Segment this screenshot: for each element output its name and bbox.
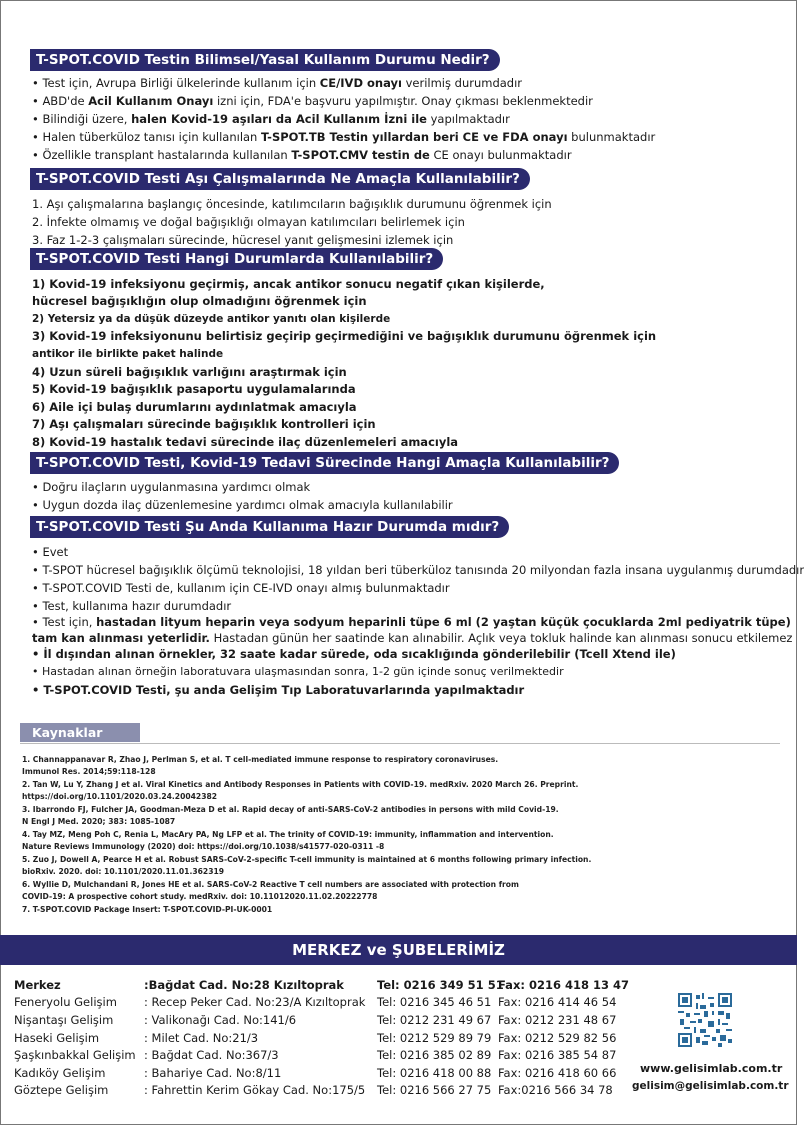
section5-item: • İl dışından alınan örnekler, 32 saate kadar sürede, oda sıcaklığında gönderilebilir (Tcell Xtend ile)	[32, 647, 676, 661]
branch-name: Göztepe Gelişim	[14, 1083, 109, 1097]
usage-item: 8) Kovid-19 hastalık tedavi sürecinde ilaç düzenlemeleri amacıyla	[32, 435, 459, 449]
reference-line: Immunol Res. 2014;59:118-128	[22, 767, 156, 776]
branch-fax: Fax: 0216 418 13 47	[498, 978, 629, 992]
branch-tel: Tel: 0216 566 27 75	[377, 1083, 492, 1097]
section5-item: • Hastadan alınan örneğin laboratuvara ulaşmasından sonra, 1-2 gün içinde sonuç verilmektedir	[32, 665, 564, 678]
branch-fax: Fax: 0212 231 48 67	[498, 1013, 617, 1027]
usage-item: 6) Aile içi bulaş durumlarını aydınlatmak amacıyla	[32, 400, 357, 414]
section2-item: 3. Faz 1-2-3 çalışmaları sürecinde, hücresel yanıt gelişmesini izlemek için	[32, 233, 454, 247]
section4-header: T-SPOT.COVID Testi, Kovid-19 Tedavi Sürecinde Hangi Amaçla Kullanılabilir?	[30, 452, 619, 474]
section5-item: • T-SPOT.COVID Testi, şu anda Gelişim Tıp Laboratuvarlarında yapılmaktadır	[32, 683, 525, 697]
reference-line: N Engl J Med. 2020; 383: 1085-1087	[22, 817, 176, 826]
branch-tel: Tel: 0216 345 46 51	[377, 995, 492, 1009]
usage-item: 5) Kovid-19 bağışıklık pasaportu uygulamalarında	[32, 382, 356, 396]
section2-header: T-SPOT.COVID Testi Aşı Çalışmalarında Ne Amaçla Kullanılabilir?	[30, 168, 530, 190]
branch-name: Şaşkınbakkal Gelişim	[14, 1048, 136, 1062]
website-link[interactable]: www.gelisimlab.com.tr	[640, 1062, 783, 1075]
branch-address: : Valikonağı Cad. No:141/6	[144, 1013, 297, 1027]
reference-line: 7. T-SPOT.COVID Package Insert: T-SPOT.COVID-PI-UK-0001	[22, 905, 273, 914]
section5-item: tam kan alınması yeterlidir. Hastadan günün her saatinde kan alınabilir. Açlık veya tokluk halinde kan alınması sonucu etkilemez	[32, 631, 793, 645]
branch-name: Haseki Gelişim	[14, 1031, 100, 1045]
section5-item: • Test için, hastadan lityum heparin veya sodyum heparinli tüpe 6 ml (2 yaştan küçük çocuklarda 2ml pediyatrik tüpe)	[32, 615, 791, 629]
email-link[interactable]: gelisim@gelisimlab.com.tr	[632, 1080, 789, 1092]
reference-line: 1. Channappanavar R, Zhao J, Perlman S, et al. T cell-mediated immune response to respiratory coronaviruses.	[22, 755, 499, 764]
branch-name: Feneryolu Gelişim	[14, 995, 117, 1009]
section5-header: T-SPOT.COVID Testi Şu Anda Kullanıma Hazır Durumda mıdır?	[30, 516, 509, 538]
section2-item: 2. İnfekte olmamış ve doğal bağışıklığı olmayan katılımcıları belirlemek için	[32, 215, 465, 229]
branch-fax: Fax: 0216 418 60 66	[498, 1066, 617, 1080]
branch-tel: Tel: 0212 231 49 67	[377, 1013, 492, 1027]
branch-fax: Fax: 0216 414 46 54	[498, 995, 617, 1009]
branch-fax: Fax:0216 566 34 78	[498, 1083, 613, 1097]
section5-item: • Test, kullanıma hazır durumdadır	[32, 599, 232, 613]
reference-line: 4. Tay MZ, Meng Poh C, Renia L, MacAry PA, Ng LFP et al. The trinity of COVID-19: immunity, inflammation and intervention.	[22, 830, 554, 839]
reference-line: https://doi.org/10.1101/2020.03.24.20042382	[22, 792, 218, 801]
branch-address: : Milet Cad. No:21/3	[144, 1031, 259, 1045]
usage-item: 7) Aşı çalışmaları sürecinde bağışıklık kontrolleri için	[32, 417, 376, 431]
references-divider	[20, 743, 780, 744]
branch-name: Merkez	[14, 978, 61, 992]
branch-tel: Tel: 0212 529 89 79	[377, 1031, 492, 1045]
branches-title-bar: MERKEZ ve ŞUBELERİMİZ	[0, 935, 797, 965]
branch-fax: Fax: 0212 529 82 56	[498, 1031, 617, 1045]
branch-tel: Tel: 0216 418 00 88	[377, 1066, 492, 1080]
branch-address: : Bağdat Cad. No:367/3	[144, 1048, 279, 1062]
section1-item: • Halen tüberküloz tanısı için kullanılan T-SPOT.TB Testin yıllardan beri CE ve FDA onayı bulunmaktadır	[32, 130, 656, 144]
usage-item: 1) Kovid-19 infeksiyonu geçirmiş, ancak antikor sonucu negatif çıkan kişilerde,	[32, 277, 545, 291]
reference-line: COVID-19: A prospective cohort study. medRxiv. doi: 10.11012020.11.02.20222778	[22, 892, 378, 901]
reference-line: Nature Reviews Immunology (2020) doi: https://doi.org/10.1038/s41577-020-0311 -8	[22, 842, 385, 851]
section1-item: • Özellikle transplant hastalarında kullanılan T-SPOT.CMV testin de CE onayı bulunmaktadır	[32, 148, 572, 162]
section5-item: • Evet	[32, 545, 69, 559]
reference-line: 3. Ibarrondo FJ, Fulcher JA, Goodman-Meza D et al. Rapid decay of anti-SARS-CoV-2 antibodies in persons with mild Covid-19.	[22, 805, 559, 814]
section4-item: • Uygun dozda ilaç düzenlemesine yardımcı olmak amacıyla kullanılabilir	[32, 498, 453, 512]
branch-name: Kadıköy Gelişim	[14, 1066, 106, 1080]
section4-item: • Doğru ilaçların uygulanmasına yardımcı olmak	[32, 480, 311, 494]
section1-item: • Bilindiği üzere, halen Kovid-19 aşıları da Acil Kullanım İzni ile yapılmaktadır	[32, 112, 510, 126]
usage-item: 2) Yetersiz ya da düşük düzeyde antikor yanıtı olan kişilerde	[32, 313, 391, 325]
section1-header: T-SPOT.COVID Testin Bilimsel/Yasal Kullanım Durumu Nedir?	[30, 49, 500, 71]
branch-address: : Fahrettin Kerim Gökay Cad. No:175/5	[144, 1083, 366, 1097]
reference-line: 2. Tan W, Lu Y, Zhang J et al. Viral Kinetics and Antibody Responses in Patients with COVID-19. medRxiv. 2020 March 26. Preprint.	[22, 780, 579, 789]
qr-code-icon[interactable]	[678, 993, 732, 1047]
branch-tel: Tel: 0216 349 51 51	[377, 978, 504, 992]
branch-address: : Bahariye Cad. No:8/11	[144, 1066, 282, 1080]
section3-header: T-SPOT.COVID Testi Hangi Durumlarda Kullanılabilir?	[30, 248, 443, 270]
section5-item: • T-SPOT hücresel bağışıklık ölçümü teknolojisi, 18 yıldan beri tüberküloz tanısında 20 milyondan fazla insana uygulanmış durumdadır	[32, 563, 804, 577]
branch-address: : Recep Peker Cad. No:23/A Kızıltoprak	[144, 995, 366, 1009]
branch-address: :Bağdat Cad. No:28 Kızıltoprak	[144, 978, 344, 992]
section5-item: • T-SPOT.COVID Testi de, kullanım için CE-IVD onayı almış bulunmaktadır	[32, 581, 450, 595]
branch-name: Nişantaşı Gelişim	[14, 1013, 114, 1027]
usage-item: antikor ile birlikte paket halinde	[32, 348, 224, 360]
reference-line: bioRxiv. 2020. doi: 10.1101/2020.11.01.362319	[22, 867, 225, 876]
section2-item: 1. Aşı çalışmalarına başlangıç öncesinde, katılımcıların bağışıklık durumunu öğrenmek için	[32, 197, 552, 211]
branch-fax: Fax: 0216 385 54 87	[498, 1048, 617, 1062]
branch-tel: Tel: 0216 385 02 89	[377, 1048, 492, 1062]
usage-item: 3) Kovid-19 infeksiyonunu belirtisiz geçirip geçirmediğini ve bağışıklık durumunu öğrenmek için	[32, 329, 657, 343]
references-label: Kaynaklar	[20, 723, 140, 742]
reference-line: 6. Wyllie D, Mulchandani R, Jones HE et al. SARS-CoV-2 Reactive T cell numbers are associated with protection from	[22, 880, 519, 889]
usage-item: 4) Uzun süreli bağışıklık varlığını araştırmak için	[32, 365, 347, 379]
usage-item: hücresel bağışıklığın olup olmadığını öğrenmek için	[32, 294, 367, 308]
section1-item: • Test için, Avrupa Birliği ülkelerinde kullanım için CE/IVD onayı verilmiş durumdadır	[32, 76, 523, 90]
reference-line: 5. Zuo J, Dowell A, Pearce H et al. Robust SARS-CoV-2-specific T-cell immunity is maintained at 6 months following primary infection.	[22, 855, 592, 864]
section1-item: • ABD'de Acil Kullanım Onayı izni için, FDA'e başvuru yapılmıştır. Onay çıkması beklenmektedir	[32, 94, 593, 108]
